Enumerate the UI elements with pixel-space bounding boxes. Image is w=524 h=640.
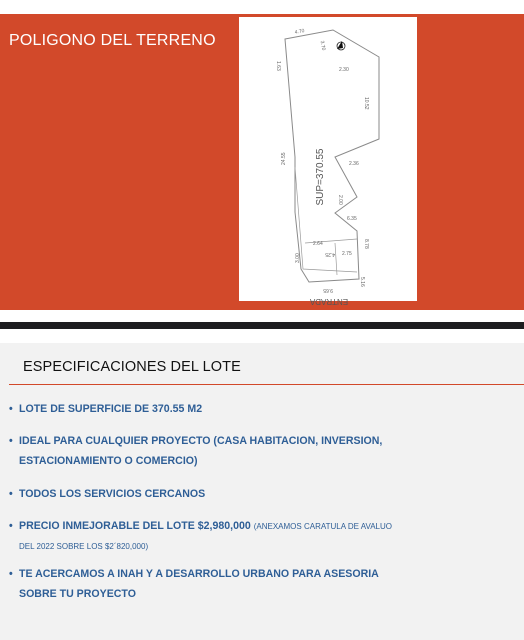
bullet-icon: • (9, 435, 13, 447)
dimension-label: 2.75 (342, 251, 352, 257)
site-plan-drawing (239, 17, 417, 306)
spec-item-text: TE ACERCAMOS A INAH Y A DESARROLLO URBANO PARA ASESORIA (19, 568, 379, 580)
dimension-label: 5.16 (359, 277, 365, 287)
hero-section (0, 14, 524, 310)
dimension-label: 8.78 (363, 239, 369, 249)
top-strip (0, 0, 524, 14)
dimension-label: 3.70 (318, 40, 327, 51)
dimension-label: 4.25 (325, 251, 335, 257)
spec-item-text: ESTACIONAMIENTO O COMERCIO) (19, 455, 198, 467)
specifications-title: ESPECIFICACIONES DEL LOTE (23, 359, 241, 375)
spec-item-note: DEL 2022 SOBRE LOS $2´820,000) (19, 542, 149, 551)
title-underline (9, 384, 524, 385)
dimension-label: 2.30 (339, 67, 349, 73)
dimension-label: 9.65 (323, 287, 333, 293)
bullet-icon: • (9, 403, 13, 415)
inner-line (335, 243, 337, 275)
dimension-label: 2.00 (337, 195, 343, 205)
dimension-label: 3.00 (295, 253, 301, 263)
spec-item (9, 431, 514, 471)
spec-item-note: (ANEXAMOS CARATULA DE AVALUO (253, 522, 392, 531)
separator (0, 329, 524, 343)
spec-item (9, 564, 514, 604)
north-arrow-icon (337, 41, 345, 50)
spec-item-text: LOTE DE SUPERFICIE DE 370.55 M2 (19, 403, 203, 415)
dimension-label: 6.35 (347, 216, 357, 222)
area-label: SUP=370.55 (315, 148, 326, 206)
site-plan-image (239, 17, 417, 306)
spec-item-text: TODOS LOS SERVICIOS CERCANOS (19, 488, 206, 500)
bullet-icon: • (9, 520, 13, 532)
dimension-label: 24.55 (281, 152, 287, 165)
separator (0, 310, 524, 322)
hero-title: POLIGONO DEL TERRENO (9, 32, 216, 49)
spec-item-text: IDEAL PARA CUALQUIER PROYECTO (CASA HABITACION, INVERSION, (19, 435, 383, 447)
dimension-label: 2.64 (313, 241, 323, 247)
dimension-label: 2.36 (349, 161, 359, 167)
spec-item (9, 484, 514, 504)
bullet-icon: • (9, 568, 13, 580)
spec-item-text: PRECIO INMEJORABLE DEL LOTE $2,980,000 (19, 520, 251, 532)
dimension-label: 4.70 (294, 28, 305, 36)
spec-item-text: SOBRE TU PROYECTO (19, 588, 136, 600)
dimension-label: 1.63 (275, 61, 281, 71)
bullet-icon: • (9, 488, 13, 500)
spec-item (9, 516, 514, 557)
entrance-label: ENTRADA (309, 297, 349, 306)
divider-band (0, 322, 524, 329)
dimension-label: 10.52 (363, 97, 369, 110)
spec-item (9, 399, 514, 419)
specifications-section (0, 343, 524, 640)
